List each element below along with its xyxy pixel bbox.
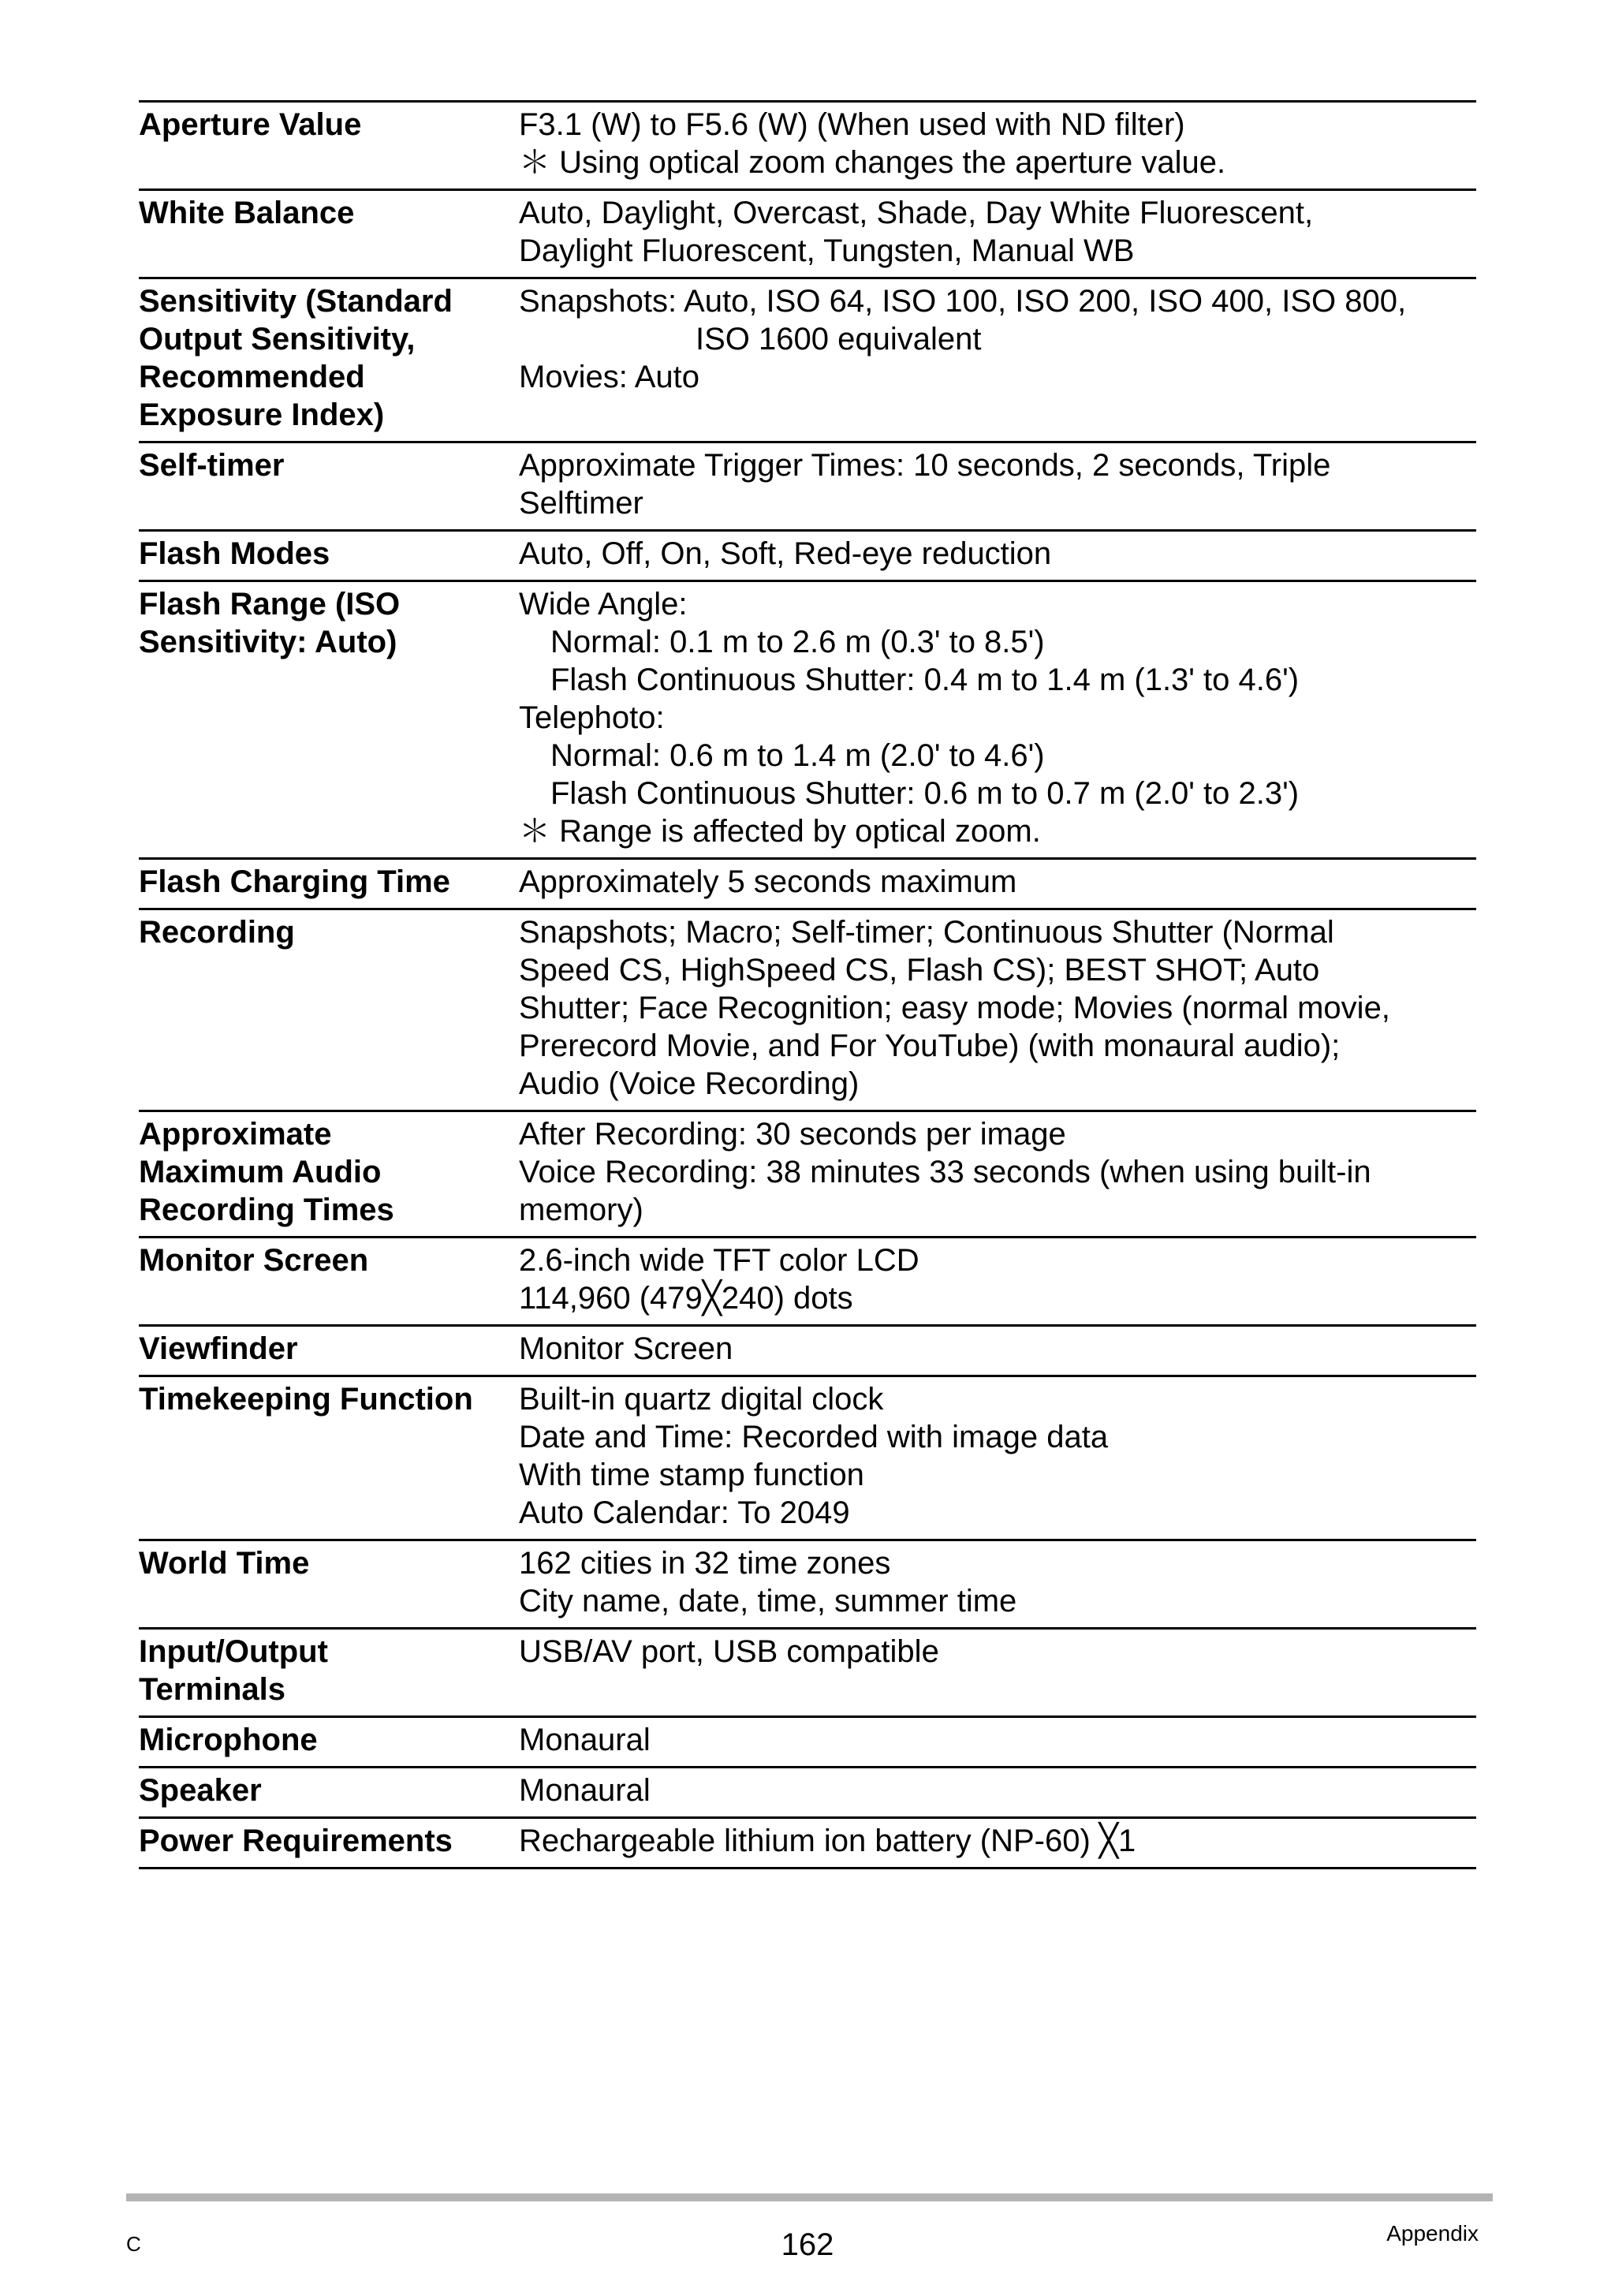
- spec-label-line: Exposure Index): [139, 398, 385, 432]
- spec-value-line: After Recording: 30 seconds per image: [519, 1117, 1066, 1152]
- spec-value: [519, 106, 1476, 181]
- spec-label-line: Flash Range (ISO: [139, 587, 401, 622]
- spec-row: [139, 191, 1476, 279]
- spec-label: [139, 1771, 519, 1809]
- spec-value: [519, 1544, 1476, 1620]
- spec-value-line: Auto, Daylight, Overcast, Shade, Day White Fluorescent,: [519, 196, 1314, 230]
- spec-label: [139, 1115, 519, 1229]
- spec-value-line: City name, date, time, summer time: [519, 1584, 1017, 1618]
- spec-value: [519, 1330, 1476, 1368]
- spec-value: [519, 446, 1476, 522]
- spec-value-line: 2.6-inch wide TFT color LCD: [519, 1243, 919, 1278]
- spec-label-line: White Balance: [139, 196, 355, 230]
- spec-label: [139, 1633, 519, 1708]
- spec-row: [139, 1768, 1476, 1819]
- spec-label: [139, 1330, 519, 1368]
- spec-value-line: Snapshots: Auto, ISO 64, ISO 100, ISO 200, ISO 400, ISO 800,: [519, 284, 1407, 319]
- spec-row: [139, 582, 1476, 860]
- spec-label-line: Flash Modes: [139, 536, 330, 571]
- spec-row: [139, 1718, 1476, 1768]
- page-number: 162: [781, 2227, 834, 2262]
- spec-value-line: Telephoto:: [519, 700, 665, 735]
- spec-label-line: Aperture Value: [139, 107, 362, 142]
- footer-language-code: C: [126, 2232, 141, 2256]
- spec-label-line: Viewfinder: [139, 1331, 298, 1366]
- spec-row: [139, 1819, 1476, 1869]
- spec-label-line: Recording: [139, 915, 295, 950]
- spec-value-line: 162 cities in 32 time zones: [519, 1546, 891, 1581]
- spec-label-line: Self-timer: [139, 448, 285, 483]
- spec-label: [139, 106, 519, 181]
- spec-value-line: Voice Recording: 38 minutes 33 seconds (when using built-in: [519, 1155, 1371, 1189]
- spec-label-line: Monitor Screen: [139, 1243, 369, 1278]
- spec-label: [139, 585, 519, 850]
- spec-value-line: Normal: 0.1 m to 2.6 m (0.3' to 8.5'): [550, 625, 1045, 659]
- spec-value-line: Built-in quartz digital clock: [519, 1382, 884, 1417]
- spec-value-line: Speed CS, HighSpeed CS, Flash CS); BEST SHOT; Auto: [519, 953, 1320, 987]
- spec-value-line: Auto Calendar: To 2049: [519, 1495, 850, 1530]
- spec-row: [139, 103, 1476, 191]
- spec-label-line: Output Sensitivity,: [139, 322, 416, 357]
- spec-row: [139, 860, 1476, 910]
- spec-row: [139, 1238, 1476, 1327]
- spec-label-line: Sensitivity (Standard: [139, 284, 453, 319]
- spec-value: [519, 863, 1476, 901]
- spec-value-line: ＊ Range is affected by optical zoom.: [519, 814, 1041, 849]
- spec-label: [139, 863, 519, 901]
- spec-label-line: Terminals: [139, 1672, 285, 1707]
- footer-section-label: Appendix: [1386, 2221, 1479, 2246]
- spec-label: [139, 1241, 519, 1317]
- spec-label-line: Approximate: [139, 1117, 332, 1152]
- spec-value: [519, 1241, 1476, 1317]
- spec-value-line: Selftimer: [519, 486, 643, 521]
- spec-row: [139, 1327, 1476, 1377]
- spec-value: [519, 913, 1476, 1103]
- spec-value-line: With time stamp function: [519, 1458, 864, 1492]
- spec-label: [139, 282, 519, 434]
- spec-value-line: Date and Time: Recorded with image data: [519, 1420, 1109, 1454]
- spec-label: [139, 1380, 519, 1532]
- spec-row: [139, 532, 1476, 582]
- spec-label-line: Power Requirements: [139, 1824, 453, 1858]
- spec-value-line: Snapshots; Macro; Self-timer; Continuous Shutter (Normal: [519, 915, 1334, 950]
- spec-value-line: Monitor Screen: [519, 1331, 733, 1366]
- spec-label-line: Maximum Audio: [139, 1155, 382, 1189]
- spec-value-line: Wide Angle:: [519, 587, 688, 622]
- spec-value-line: Normal: 0.6 m to 1.4 m (2.0' to 4.6'): [550, 738, 1045, 773]
- spec-label-line: Input/Output: [139, 1634, 328, 1669]
- spec-value-line: Flash Continuous Shutter: 0.6 m to 0.7 m (2.0' to 2.3'): [550, 776, 1300, 811]
- spec-label-line: Microphone: [139, 1723, 318, 1757]
- spec-label: [139, 1822, 519, 1860]
- spec-value-line: Daylight Fluorescent, Tungsten, Manual WB: [519, 233, 1135, 268]
- spec-value-line: USB/AV port, USB compatible: [519, 1634, 939, 1669]
- spec-row: [139, 1377, 1476, 1541]
- spec-value: [519, 1115, 1476, 1229]
- spec-label-line: Timekeeping Function: [139, 1382, 473, 1417]
- spec-row: [139, 910, 1476, 1112]
- spec-label: [139, 535, 519, 573]
- spec-row: [139, 1112, 1476, 1238]
- spec-value-line: Approximate Trigger Times: 10 seconds, 2 seconds, Triple: [519, 448, 1331, 483]
- spec-value-line: Movies: Auto: [519, 360, 700, 394]
- spec-label-line: Speaker: [139, 1773, 262, 1808]
- spec-value-line: Monaural: [519, 1723, 651, 1757]
- spec-label: [139, 194, 519, 270]
- spec-value: [519, 194, 1476, 270]
- spec-value: [519, 1380, 1476, 1532]
- spec-label: [139, 446, 519, 522]
- spec-row: [139, 1630, 1476, 1718]
- spec-value-line: ISO 1600 equivalent: [696, 322, 982, 357]
- spec-label-line: Recording Times: [139, 1193, 394, 1227]
- spec-value: [519, 1721, 1476, 1759]
- spec-value: [519, 535, 1476, 573]
- footer-divider: [126, 2193, 1493, 2201]
- spec-value-line: Shutter; Face Recognition; easy mode; Movies (normal movie,: [519, 991, 1390, 1025]
- spec-value-line: Audio (Voice Recording): [519, 1066, 860, 1101]
- spec-value-line: F3.1 (W) to F5.6 (W) (When used with ND filter): [519, 107, 1185, 142]
- spec-value-line: Monaural: [519, 1773, 651, 1808]
- spec-value-line: Rechargeable lithium ion battery (NP-60) ╳1: [519, 1824, 1136, 1858]
- spec-label-line: Recommended: [139, 360, 365, 394]
- spec-value-line: ＊ Using optical zoom changes the aperture value.: [519, 145, 1226, 180]
- spec-value: [519, 1633, 1476, 1708]
- spec-value-line: Auto, Off, On, Soft, Red-eye reduction: [519, 536, 1052, 571]
- spec-value-line: Prerecord Movie, and For YouTube) (with monaural audio);: [519, 1029, 1341, 1063]
- spec-label-line: World Time: [139, 1546, 310, 1581]
- spec-row: [139, 1541, 1476, 1630]
- spec-value: [519, 1822, 1476, 1860]
- spec-row: [139, 279, 1476, 443]
- spec-table: [139, 100, 1476, 1869]
- spec-value-line: Flash Continuous Shutter: 0.4 m to 1.4 m (1.3' to 4.6'): [550, 663, 1300, 697]
- spec-label-line: Sensitivity: Auto): [139, 625, 397, 659]
- spec-value-line: Approximately 5 seconds maximum: [519, 864, 1017, 899]
- spec-row: [139, 443, 1476, 532]
- spec-value-line: memory): [519, 1193, 643, 1227]
- spec-value: [519, 585, 1476, 850]
- spec-value: [519, 1771, 1476, 1809]
- spec-value-line: 114,960 (479╳240) dots: [519, 1281, 853, 1316]
- spec-label: [139, 1721, 519, 1759]
- spec-label: [139, 1544, 519, 1620]
- spec-value: [519, 282, 1476, 434]
- spec-label-line: Flash Charging Time: [139, 864, 450, 899]
- spec-label: [139, 913, 519, 1103]
